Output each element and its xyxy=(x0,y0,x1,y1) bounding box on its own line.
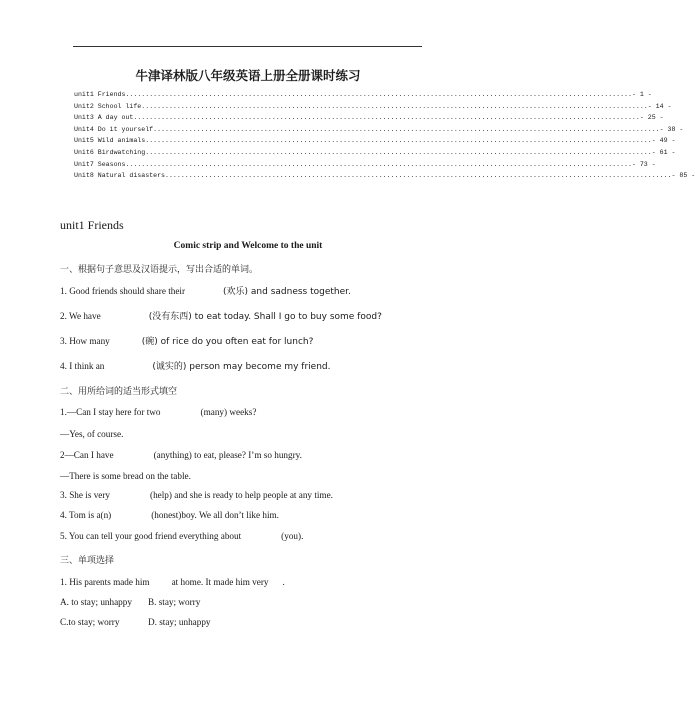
section-title: Comic strip and Welcome to the unit xyxy=(173,241,323,251)
exercise-line xyxy=(60,531,303,541)
hint-text: (诚实的) person may become my friend. xyxy=(152,362,331,372)
toc-entry-title: Unit6 Birdwatching xyxy=(74,148,146,156)
toc-entry-title: Unit7 Seasons xyxy=(74,160,126,168)
toc-entry-title: Unit8 Natural disasters xyxy=(74,172,166,180)
toc-entry[interactable] xyxy=(74,89,652,101)
toc-entry[interactable] xyxy=(74,112,664,124)
hint-text: (欢乐) and sadness together. xyxy=(223,287,351,297)
toc-entry-page: - 1 - xyxy=(631,91,652,98)
exercise-line xyxy=(60,309,382,322)
toc-entry-title: unit1 Friends xyxy=(74,91,126,98)
sentence-text: 3. She is very xyxy=(60,490,111,500)
header-rule xyxy=(73,46,422,47)
option-c[interactable]: C.to stay; worry xyxy=(60,617,120,627)
exercise-line xyxy=(60,490,333,500)
toc-entry[interactable] xyxy=(74,101,672,113)
sentence-text: 4. Tom is a(n) xyxy=(60,510,112,520)
toc-entry-page: - 73 - xyxy=(631,160,656,168)
sentence-text: 2. We have xyxy=(60,311,101,321)
toc-leader-dots: ................................................................................................................................ xyxy=(125,91,632,98)
sentence-text: 3. How many xyxy=(60,336,110,346)
toc-entry[interactable] xyxy=(74,159,656,171)
toc-entry-page: - 85 - xyxy=(671,172,695,180)
sentence-text: (honest)boy. We all don’t like him. xyxy=(151,510,279,520)
question-text: at home. It made him very xyxy=(171,577,269,587)
toc-entry-page: - 38 - xyxy=(659,125,684,133)
options-line xyxy=(60,617,211,627)
sentence-text: —Yes, of course. xyxy=(60,429,124,439)
part-title: 三、单项选择 xyxy=(60,556,115,566)
hint-text: (碗) of rice do you often eat for lunch? xyxy=(141,337,314,347)
sentence-text: 4. I think an xyxy=(60,361,105,371)
toc-entry-page: - 61 - xyxy=(651,148,676,156)
exercise-line xyxy=(60,471,191,481)
sentence-text: —There is some bread on the table. xyxy=(60,471,191,481)
sentence-text: 2—Can I have xyxy=(60,450,114,460)
question-line xyxy=(60,577,285,587)
options-line xyxy=(60,597,200,607)
part-title: 一、根据句子意思及汉语提示，写出合适的单词。 xyxy=(60,265,259,275)
toc-entry-title: Unit3 A day out xyxy=(74,114,134,122)
part-title: 二、用所给词的适当形式填空 xyxy=(60,387,178,397)
toc-entry-title: Unit4 Do it yourself xyxy=(74,125,154,133)
toc-entry[interactable] xyxy=(74,170,695,182)
toc-leader-dots: ................................................................................................................................ xyxy=(153,125,660,133)
question-text: 1. His parents made him xyxy=(60,577,150,587)
toc-entry-title: Unit5 Wild animals xyxy=(74,137,146,145)
toc-leader-dots: ................................................................................................................................ xyxy=(125,160,632,168)
toc-leader-dots: ................................................................................................................................ xyxy=(165,172,672,180)
toc-leader-dots: ................................................................................................................................ xyxy=(133,114,640,122)
sentence-text: (many) weeks? xyxy=(200,407,257,417)
option-a[interactable]: A. to stay; unhappy xyxy=(60,597,132,607)
table-of-contents xyxy=(74,89,695,182)
toc-entry[interactable] xyxy=(74,135,676,147)
sentence-text: (help) and she is ready to help people at any time. xyxy=(150,490,333,500)
document-title: 牛津译林版八年级英语上册全册课时练习 xyxy=(135,68,361,83)
toc-entry-page: - 25 - xyxy=(639,114,664,122)
exercise-line xyxy=(60,359,330,372)
sentence-text: (anything) to eat, please? I’m so hungry. xyxy=(153,450,302,460)
hint-text: (没有东西) to eat today. Shall I go to buy some food? xyxy=(148,312,382,322)
option-b[interactable]: B. stay; worry xyxy=(148,597,201,607)
unit-heading: unit1 Friends xyxy=(60,218,124,232)
exercise-line xyxy=(60,407,256,417)
exercise-line xyxy=(60,450,302,460)
toc-leader-dots: ................................................................................................................................ xyxy=(145,137,652,145)
toc-entry-page: - 14 - xyxy=(647,102,672,110)
sentence-text: 5. You can tell your good friend everything about xyxy=(60,531,242,541)
toc-leader-dots: ................................................................................................................................ xyxy=(141,102,648,110)
exercise-line xyxy=(60,429,123,439)
exercise-line xyxy=(60,284,351,297)
sentence-text: 1. Good friends should share their xyxy=(60,286,186,296)
exercise-line xyxy=(60,510,279,520)
toc-entry-title: Unit2 School life xyxy=(74,102,142,110)
toc-entry[interactable] xyxy=(74,147,676,159)
exercise-line xyxy=(60,334,313,347)
sentence-text: 1.—Can I stay here for two xyxy=(60,407,161,417)
sentence-text: (you). xyxy=(281,531,304,541)
toc-entry-page: - 49 - xyxy=(651,137,676,145)
toc-entry[interactable] xyxy=(74,124,684,136)
toc-leader-dots: ................................................................................................................................ xyxy=(145,148,652,156)
option-d[interactable]: D. stay; unhappy xyxy=(148,617,211,627)
question-text: . xyxy=(282,577,285,587)
